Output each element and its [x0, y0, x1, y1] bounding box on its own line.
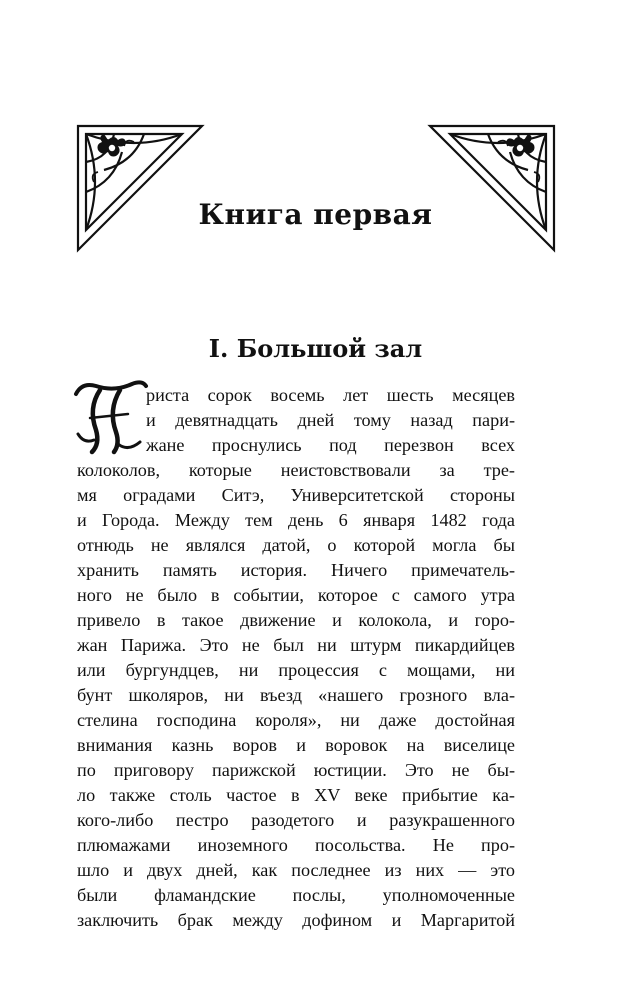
- paragraph-line: мя оградами Ситэ, Университетской стороны: [77, 485, 515, 505]
- paragraph-line: заключить брак между дофином и Маргаритой: [77, 910, 515, 930]
- paragraph-line: внимания казнь воров и воровок на виселице: [77, 735, 515, 755]
- gothic-corner-ornament-left: [74, 122, 206, 254]
- paragraph-line: и девятнадцать дней тому назад пари-: [146, 410, 515, 430]
- paragraph-line: стелина господина короля», ни даже достойная: [77, 710, 515, 730]
- paragraph-line: плюмажами иноземного посольства. Не про-: [77, 835, 515, 855]
- paragraph-line: хранить память история. Ничего примечатель-: [77, 560, 515, 580]
- paragraph-line: ло также столь частое в XV веке прибытие ка-: [77, 785, 515, 805]
- paragraph-line: кого-либо пестро разодетого и разукрашенного: [77, 810, 515, 830]
- paragraph-line: были фламандские послы, уполномоченные: [77, 885, 515, 905]
- paragraph-line: жане проснулись под перезвон всех: [146, 435, 515, 455]
- paragraph-line: жан Парижа. Это не был ни штурм пикардийцев: [77, 635, 515, 655]
- gothic-corner-ornament-right: [426, 122, 558, 254]
- paragraph-line: бунт школяров, ни въезд «нашего грозного вла-: [77, 685, 515, 705]
- drop-cap-letter: [70, 378, 150, 458]
- paragraph-line: по приговору парижской юстиции. Это не бы-: [77, 760, 515, 780]
- paragraph-line: колоколов, которые неистовствовали за тре-: [77, 460, 515, 480]
- paragraph-line: или бургундцев, ни процессия с мощами, ни: [77, 660, 515, 680]
- paragraph-line: отнюдь не являлся датой, о которой могла бы: [77, 535, 515, 555]
- paragraph-line: и Города. Между тем день 6 января 1482 года: [77, 510, 515, 530]
- paragraph-line: привело в такое движение и колокола, и горо-: [77, 610, 515, 630]
- paragraph-line: шло и двух дней, как последнее из них — это: [77, 860, 515, 880]
- chapter-title: I. Большой зал: [208, 334, 423, 363]
- book-title: Книга первая: [198, 198, 433, 231]
- paragraph-line: ного не было в событии, которое с самого утра: [77, 585, 515, 605]
- paragraph-line: риста сорок восемь лет шесть месяцев: [146, 385, 515, 405]
